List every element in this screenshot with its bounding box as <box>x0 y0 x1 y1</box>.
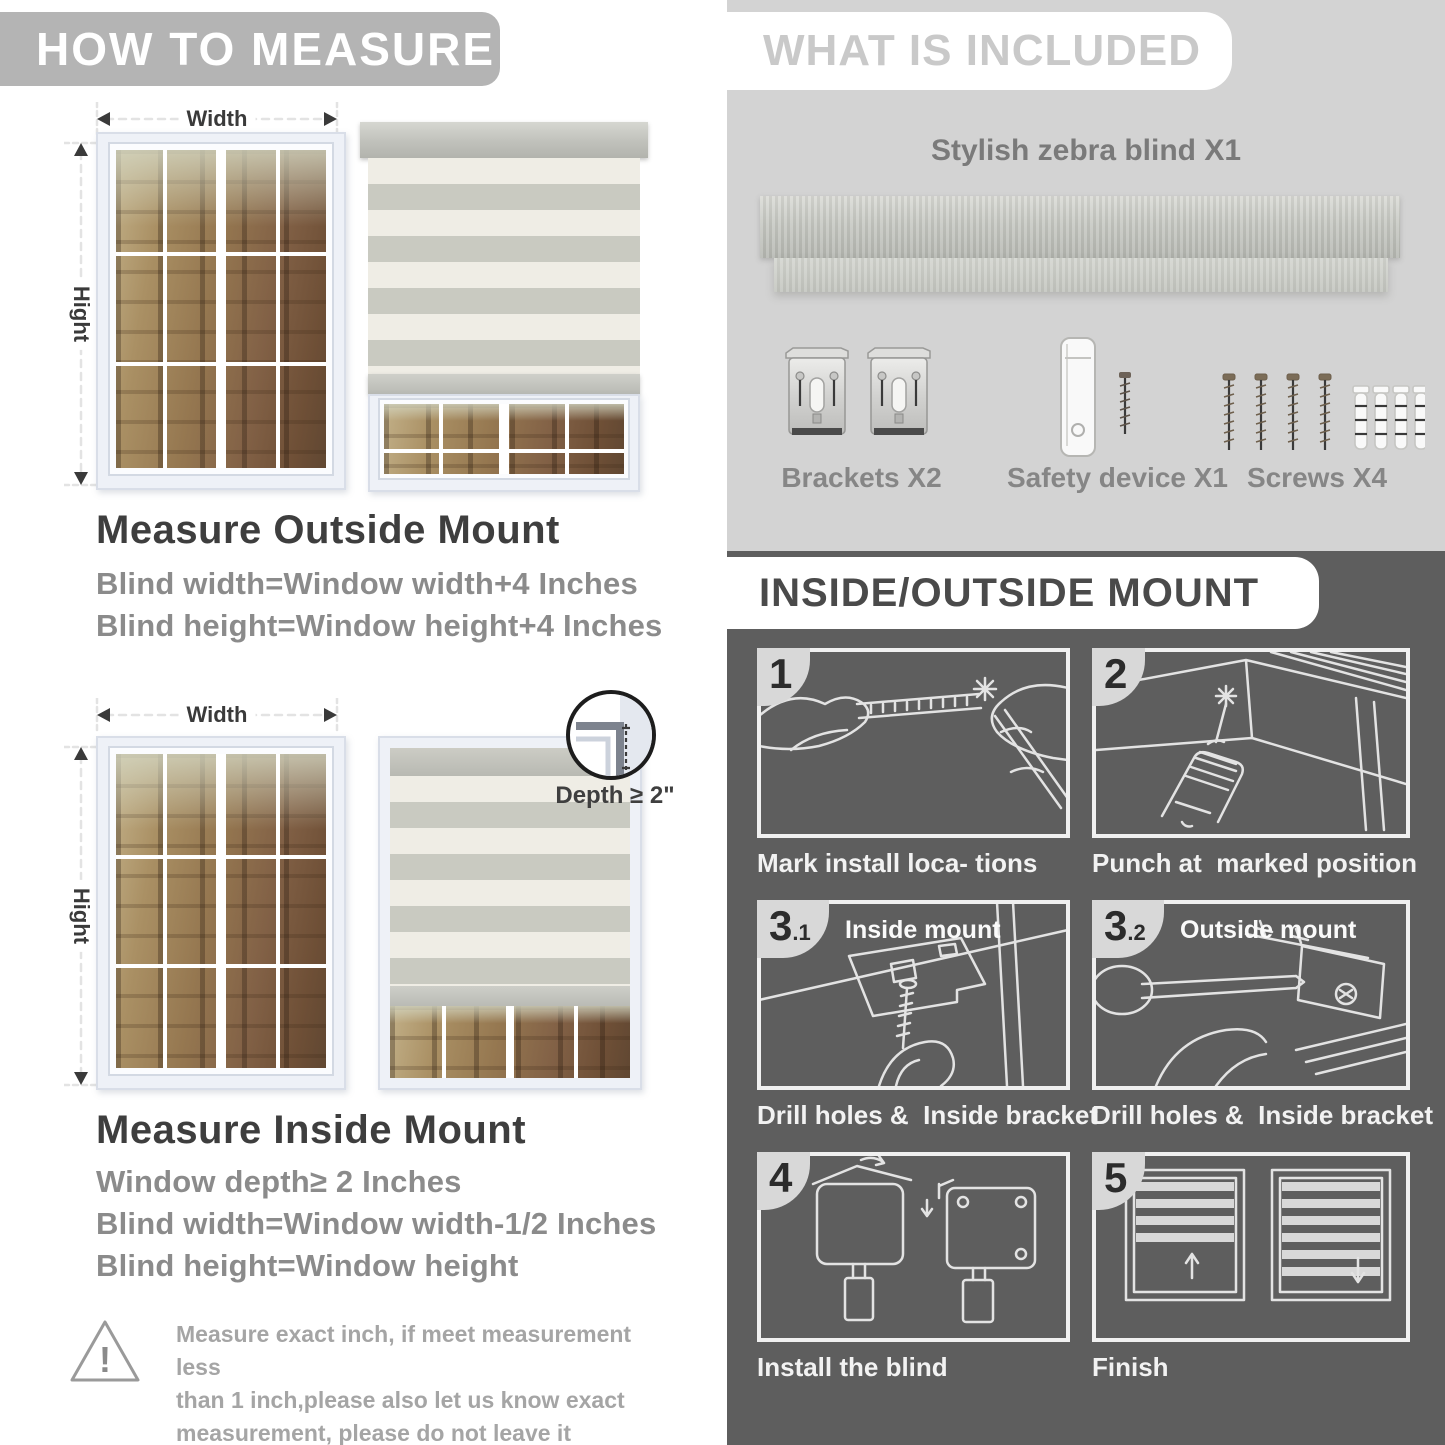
warning-line3: measurement, please do not leave it <box>176 1420 571 1445</box>
zebra-blind-item-label: Stylish zebra blind X1 <box>930 134 1242 167</box>
blind-bottom-rail <box>390 986 630 1006</box>
step-caption-5: Finish <box>1092 1352 1169 1382</box>
blind-cassette-product <box>760 196 1400 258</box>
depth-requirement-label: Depth ≥ 2" <box>555 782 675 809</box>
safety-device-icon <box>1049 334 1153 462</box>
window-corner-detail-icon <box>570 694 652 776</box>
step-caption-3-1: Drill holes & Inside bracket <box>757 1100 1098 1130</box>
inside-mount-line3: Blind height=Window height <box>96 1248 519 1283</box>
screws-icon <box>1215 370 1425 462</box>
step-panel-3-1 <box>757 900 1070 1090</box>
drill-illustration <box>1096 652 1406 834</box>
blind-bottom-rail <box>368 374 640 394</box>
bracket-icon <box>865 346 933 444</box>
step-caption-3-2: Drill holes & Inside bracket <box>1092 1100 1433 1130</box>
width-label-inside: Width <box>179 702 256 728</box>
how-to-measure-header <box>0 12 500 86</box>
blind-shade-stripes <box>368 158 640 374</box>
brackets-label: Brackets X2 <box>781 462 942 493</box>
step-badge: 4 <box>757 1152 810 1210</box>
what-is-included-header <box>727 12 1232 90</box>
step-panel-1 <box>757 648 1070 838</box>
inside-outside-mount-header <box>727 557 1319 629</box>
what-is-included-title: WHAT IS INCLUDED <box>763 26 1202 75</box>
window-bottom-visible <box>368 394 640 492</box>
depth-detail-magnifier <box>566 690 656 780</box>
step-badge: 3 .1 <box>757 900 829 958</box>
window-photo-inside <box>96 736 346 1090</box>
outside-mount-line1: Blind width=Window width+4 Inches <box>96 566 638 601</box>
right-panel <box>727 0 1445 1445</box>
warning-line1: Measure exact inch, if meet measurement less <box>176 1321 632 1380</box>
finish-illustration <box>1096 1156 1406 1338</box>
height-arrow-inside <box>64 742 98 1090</box>
step-caption-1: Mark install loca- tions <box>757 848 1038 878</box>
outside-mount-line2: Blind height=Window height+4 Inches <box>96 608 663 643</box>
how-to-measure-section <box>0 0 722 1445</box>
inside-mount-title: Measure Inside Mount <box>96 1108 527 1152</box>
height-label-outside: Hight <box>68 278 94 350</box>
outside-mount-label: Outside mount <box>1180 916 1357 944</box>
mark-locations-illustration <box>761 652 1066 834</box>
safety-device-label: Safety device X1 <box>1006 462 1229 493</box>
blind-rail-product <box>774 258 1388 292</box>
warning-text <box>176 1318 646 1445</box>
inside-mount-line2: Blind width=Window width-1/2 Inches <box>96 1206 657 1241</box>
blind-cassette <box>360 122 648 158</box>
step-caption-4: Install the blind <box>757 1352 948 1382</box>
step-badge: 5 <box>1092 1152 1145 1210</box>
screws-label: Screws X4 <box>1246 462 1388 493</box>
step-panel-3-2 <box>1092 900 1410 1090</box>
step-badge: 1 <box>757 648 810 706</box>
bracket-icon <box>783 346 851 444</box>
step-caption-2: Punch at marked position <box>1092 848 1418 878</box>
warning-exclamation: ! <box>99 1339 111 1380</box>
inside-mount-line1: Window depth≥ 2 Inches <box>96 1164 462 1199</box>
height-label-inside: Hight <box>68 880 94 952</box>
window-photo-outside <box>96 132 346 490</box>
width-label-outside: Width <box>179 106 256 132</box>
inside-mount-label: Inside mount <box>845 916 1001 944</box>
step-badge: 2 <box>1092 648 1145 706</box>
step-panel-2 <box>1092 648 1410 838</box>
install-blind-illustration <box>761 1156 1066 1338</box>
width-arrow-inside <box>92 698 342 732</box>
warning-triangle-icon <box>66 1316 144 1388</box>
width-arrow-outside <box>92 102 342 136</box>
how-to-measure-title: HOW TO MEASURE <box>36 23 496 75</box>
step-panel-5 <box>1092 1152 1410 1342</box>
height-arrow-outside <box>64 138 98 490</box>
zebra-blind-outside-mount <box>360 122 648 492</box>
inside-outside-mount-title: INSIDE/OUTSIDE MOUNT <box>759 571 1260 615</box>
step-panel-4 <box>757 1152 1070 1342</box>
outside-mount-title: Measure Outside Mount <box>96 508 560 552</box>
step-badge: 3 .2 <box>1092 900 1164 958</box>
warning-line2: than 1 inch,please also let us know exact <box>176 1387 625 1413</box>
